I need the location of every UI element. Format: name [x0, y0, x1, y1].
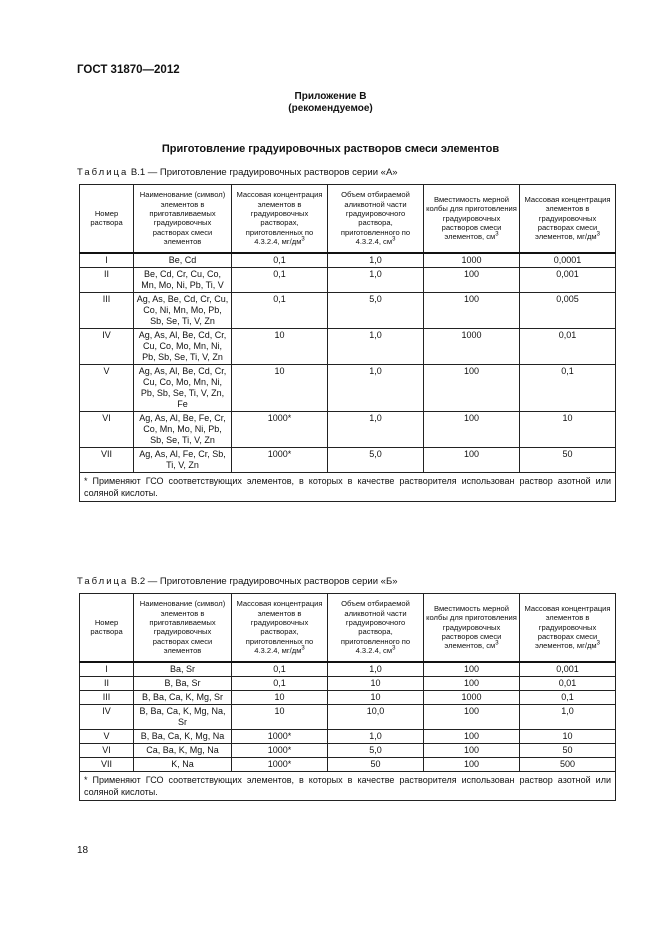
cell-mass: 0,1 [232, 253, 328, 268]
cell-final: 1,0 [520, 704, 616, 729]
section-title: Приготовление градуировочных растворов смеси элементов [161, 143, 500, 155]
cell-final: 0,001 [520, 662, 616, 677]
cell-flask: 1000 [424, 690, 520, 704]
cell-flask: 1000 [424, 328, 520, 364]
cell-elements: Ag, As, Al, Be, Cd, Cr, Cu, Co, Mo, Mn, Ni, Pb, Sb, Se, Ti, V, Zn, Fe [134, 364, 232, 411]
col-header-flask: Вместимость мерной колбы для приготовления градуировочных растворов смеси элементов, $см^3$ [424, 185, 520, 253]
cell-mass: 0,1 [232, 662, 328, 677]
cell-aliquot: 5,0 [328, 743, 424, 757]
cell-aliquot: 1,0 [328, 729, 424, 743]
cell-mass: 0,1 [232, 292, 328, 328]
cell-number: VI [80, 411, 134, 447]
cell-aliquot: 50 [328, 757, 424, 771]
cell-flask: 100 [424, 704, 520, 729]
document-header: ГОСТ 31870—2012 [77, 64, 180, 76]
cell-number: II [80, 676, 134, 690]
cell-elements: K, Na [134, 757, 232, 771]
cell-mass: 10 [232, 704, 328, 729]
cell-elements: Ag, As, Al, Be, Cd, Cr, Cu, Co, Mo, Mn, Ni, Pb, Sb, Se, Ti, V, Zn [134, 328, 232, 364]
cell-aliquot: 1,0 [328, 253, 424, 268]
cell-elements: Ag, As, Al, Be, Fe, Cr, Co, Mn, Mo, Ni, Pb, Sb, Se, Ti, V, Zn [134, 411, 232, 447]
cell-final: 0,01 [520, 328, 616, 364]
table-row [80, 328, 616, 364]
cell-flask: 100 [424, 757, 520, 771]
table2-caption [77, 576, 397, 587]
table1-note: * Применяют ГСО соответствующих элементов, в которых в качестве растворителя использован раствор азотной или соляной кислоты. [80, 472, 616, 501]
cell-number: I [80, 662, 134, 677]
cell-flask: 100 [424, 292, 520, 328]
cell-mass: 10 [232, 328, 328, 364]
annex-subtitle: (рекомендуемое) [288, 103, 373, 114]
table-series-b [79, 593, 616, 801]
table-row [80, 292, 616, 328]
cell-mass: 10 [232, 364, 328, 411]
col-header-mass: Массовая концентрация элементов в градуировочных растворах, приготовленных по 4.3.2.4, $мг/дм^3$ [232, 594, 328, 662]
cell-final: 50 [520, 743, 616, 757]
col-header-number: Номер раствора [80, 594, 134, 662]
cell-aliquot: 1,0 [328, 328, 424, 364]
table-row [80, 704, 616, 729]
cell-flask: 100 [424, 411, 520, 447]
table-row [80, 757, 616, 771]
cell-flask: 1000 [424, 253, 520, 268]
table-header-row [80, 594, 616, 662]
table-row [80, 690, 616, 704]
cell-final: 10 [520, 411, 616, 447]
cell-flask: 100 [424, 267, 520, 292]
col-header-final: Массовая концентрация элементов в градуировочных растворах смеси элементов, $мг/дм^3$ [520, 185, 616, 253]
cell-aliquot: 1,0 [328, 364, 424, 411]
cell-flask: 100 [424, 743, 520, 757]
col-header-elements: Наименование (символ) элементов в приготавливаемых градуировочных растворах смеси элементов [134, 185, 232, 253]
cell-elements: B, Ba, Ca, K, Mg, Sr [134, 690, 232, 704]
cell-number: IV [80, 328, 134, 364]
cell-aliquot: 1,0 [328, 411, 424, 447]
table2-note: * Применяют ГСО соответствующих элементов, в которых в качестве растворителя использован раствор азотной или соляной кислоты. [80, 771, 616, 800]
cell-mass: 1000* [232, 757, 328, 771]
table-series-a [79, 184, 616, 502]
cell-flask: 100 [424, 729, 520, 743]
cell-elements: Ag, As, Be, Cd, Cr, Cu, Co, Ni, Mn, Mo, Pb, Sb, Se, Ti, V, Zn [134, 292, 232, 328]
table-row [80, 364, 616, 411]
cell-number: VII [80, 447, 134, 472]
table2-caption-text: В.2 — Приготовление градуировочных растворов серии «Б» [130, 576, 398, 587]
cell-mass: 0,1 [232, 676, 328, 690]
cell-final: 0,01 [520, 676, 616, 690]
cell-number: I [80, 253, 134, 268]
table1-caption [77, 167, 398, 178]
cell-flask: 100 [424, 662, 520, 677]
cell-elements: Ca, Ba, K, Mg, Na [134, 743, 232, 757]
cell-mass: 1000* [232, 411, 328, 447]
table-row [80, 411, 616, 447]
table-row [80, 676, 616, 690]
cell-aliquot: 10,0 [328, 704, 424, 729]
cell-aliquot: 5,0 [328, 292, 424, 328]
cell-mass: 1000* [232, 743, 328, 757]
cell-elements: Ag, As, Al, Fe, Cr, Sb, Ti, V, Zn [134, 447, 232, 472]
cell-number: V [80, 364, 134, 411]
cell-mass: 1000* [232, 729, 328, 743]
page-number: 18 [77, 845, 89, 856]
table-row [80, 253, 616, 268]
cell-number: IV [80, 704, 134, 729]
cell-number: VII [80, 757, 134, 771]
cell-final: 500 [520, 757, 616, 771]
col-header-elements: Наименование (символ) элементов в приготавливаемых градуировочных растворах смеси элементов [134, 594, 232, 662]
cell-final: 50 [520, 447, 616, 472]
cell-number: V [80, 729, 134, 743]
cell-elements: Ba, Sr [134, 662, 232, 677]
col-header-aliquot: Объем отбираемой аликвотной части градуировочного раствора, приготовленного по 4.3.2.4, $см^3$ [328, 185, 424, 253]
cell-flask: 100 [424, 364, 520, 411]
cell-mass: 0,1 [232, 267, 328, 292]
table-row [80, 267, 616, 292]
cell-number: III [80, 690, 134, 704]
table2-caption-label: Таблица [77, 576, 129, 587]
annex-heading [0, 91, 661, 115]
cell-final: 0,0001 [520, 253, 616, 268]
cell-aliquot: 1,0 [328, 267, 424, 292]
table1-caption-text: В.1 — Приготовление градуировочных растворов серии «А» [130, 167, 398, 178]
cell-aliquot: 10 [328, 676, 424, 690]
cell-final: 0,1 [520, 690, 616, 704]
cell-aliquot: 1,0 [328, 662, 424, 677]
col-header-aliquot: Объем отбираемой аликвотной части градуировочного раствора, приготовленного по 4.3.2.4, $см^3$ [328, 594, 424, 662]
cell-elements: B, Ba, Sr [134, 676, 232, 690]
col-header-final: Массовая концентрация элементов в градуировочных растворах смеси элементов, $мг/дм^3$ [520, 594, 616, 662]
cell-flask: 100 [424, 447, 520, 472]
cell-number: VI [80, 743, 134, 757]
col-header-flask: Вместимость мерной колбы для приготовления градуировочных растворов смеси элементов, $см^3$ [424, 594, 520, 662]
cell-aliquot: 10 [328, 690, 424, 704]
cell-elements: Be, Cd, Cr, Cu, Co, Mn, Mo, Ni, Pb, Ti, V [134, 267, 232, 292]
table-row [80, 743, 616, 757]
cell-number: III [80, 292, 134, 328]
col-header-mass: Массовая концентрация элементов в градуировочных растворах, приготовленных по 4.3.2.4, $мг/дм^3$ [232, 185, 328, 253]
col-header-number: Номер раствора [80, 185, 134, 253]
cell-mass: 1000* [232, 447, 328, 472]
cell-elements: Be, Cd [134, 253, 232, 268]
cell-aliquot: 5,0 [328, 447, 424, 472]
cell-flask: 100 [424, 676, 520, 690]
cell-elements: B, Ba, Ca, K, Mg, Na, Sr [134, 704, 232, 729]
table1-caption-label: Таблица [77, 167, 129, 178]
table-row [80, 447, 616, 472]
table-row [80, 729, 616, 743]
cell-number: II [80, 267, 134, 292]
table-row [80, 662, 616, 677]
cell-mass: 10 [232, 690, 328, 704]
table-header-row [80, 185, 616, 253]
cell-final: 0,005 [520, 292, 616, 328]
cell-final: 0,001 [520, 267, 616, 292]
cell-final: 10 [520, 729, 616, 743]
cell-elements: B, Ba, Ca, K, Mg, Na [134, 729, 232, 743]
cell-final: 0,1 [520, 364, 616, 411]
annex-title: Приложение В [294, 91, 367, 102]
